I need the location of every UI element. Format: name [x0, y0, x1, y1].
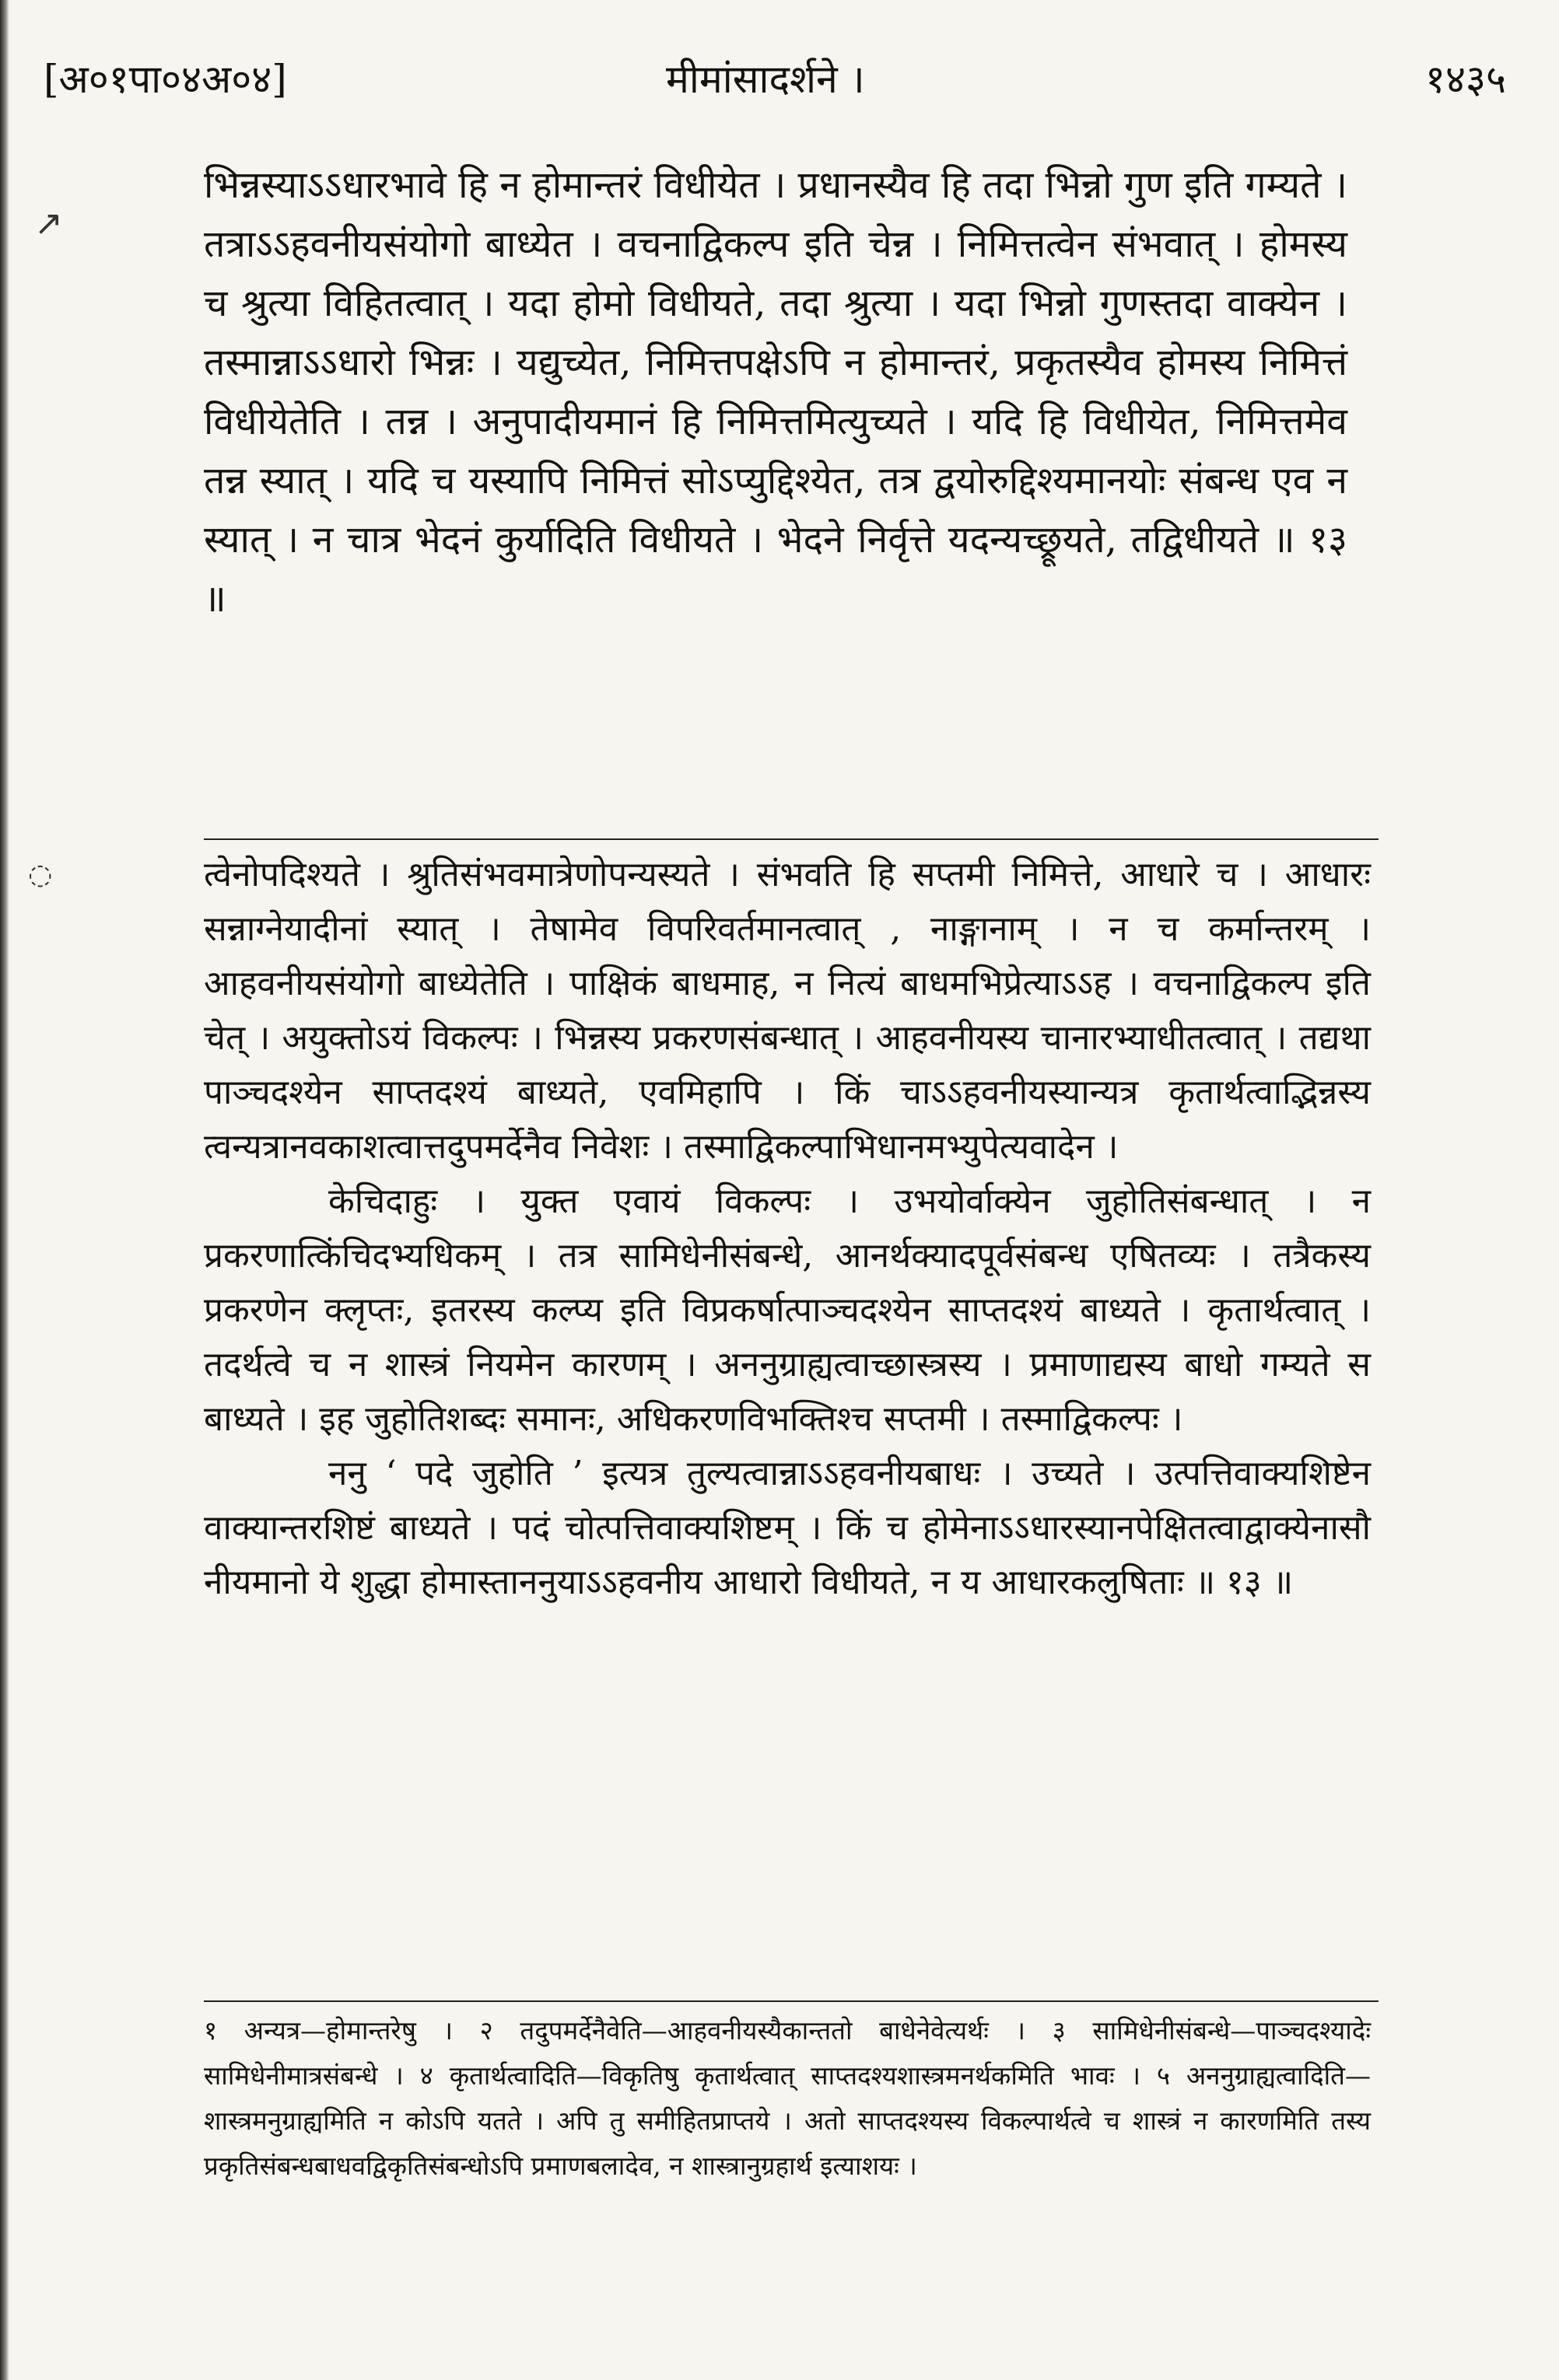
section-reference: [अ०१पा०४अ०४]: [44, 57, 287, 102]
main-paragraph: भिन्नस्याऽऽधारभावे हि न होमान्तरं विधीयेत । प्रधानस्यैव हि तदा भिन्नो गुण इति गम्यते । तत्राऽऽहवनीयसंयोगो बाध्येत । वचनाद्विकल्प इति चेन्न । निमित्तत्वेन संभवात् । होमस्य च श्रुत्या विहितत्वात् । यदा होमो विधीयते, तदा श्रुत्या । यदा भिन्नो गुणस्तदा वाक्येन । तस्मान्नाऽऽधारो भिन्नः । यद्युच्येत, निमित्तपक्षेऽपि न होमान्तरं, प्रकृतस्यैव होमस्य निमित्तं विधीयेतेति । तन्न । अनुपादीयमानं हि निमित्तमित्युच्यते । यदि हि विधीयेत, निमित्तमेव तन्न स्यात् । यदि च यस्यापि निमित्तं सोऽप्युद्दिश्येत, तत्र द्वयोरुद्दिश्यमानयोः संबन्ध एव न स्यात् । न चात्र भेदनं कुर्यादिति विधीयते । भेदने निर्वृत्ते यदन्यच्छ्रूयते, तद्विधीयते ॥ १३ ॥: [204, 163, 1347, 621]
running-title: मीमांसादर्शने ।: [666, 57, 865, 102]
commentary: [204, 848, 1371, 1610]
page-header: [44, 36, 1506, 121]
margin-mark-icon: ↗: [34, 204, 63, 243]
commentary-paragraph: त्वेनोपदिश्यते । श्रुतिसंभवमात्रेणोपन्यस्यते । संभवति हि सप्तमी निमित्ते, आधारे च । आधारः सन्नाग्नेयादीनां स्यात् । तेषामेव विपरिवर्तमानत्वात् , नाङ्गानाम् । न च कर्मान्तरम् । आहवनीयसंयोगो बाध्येतेति । पाक्षिकं बाधमाह, न नित्यं बाधमभिप्रेत्याऽऽह । वचनाद्विकल्प इति चेत् । अयुक्तोऽयं विकल्पः । भिन्नस्य प्रकरणसंबन्धात् । आहवनीयस्य चानारभ्याधीतत्वात् । तद्यथा पाञ्चदश्येन साप्तदश्यं बाध्यते, एवमिहापि । किं चाऽऽहवनीयस्यान्यत्र कृतार्थत्वाद्भिन्नस्य त्वन्यत्रानवकाशत्वात्तदुपमर्देनैव निवेशः । तस्माद्विकल्पाभिधानमभ्युपेत्यवादेन ।: [204, 855, 1371, 1167]
footnote-text: १ अन्यत्र—होमान्तरेषु । २ तदुपमर्देनैवेति—आहवनीयस्यैकान्ततो बाधेनेवेत्यर्थः । ३ सामिधेनीसंबन्धे—पाञ्चदश्यादेः सामिधेनीमात्रसंबन्धे । ४ कृतार्थत्वादिति—विकृतिषु कृतार्थत्वात् साप्तदश्यशास्त्रमनर्थकमिति भावः । ५ अननुग्राह्यत्वादिति—शास्त्रमनुग्राह्यमिति न कोऽपि यतते । अपि तु समीहितप्राप्तये । अतो साप्तदश्यस्य विकल्पार्थत्वे च शास्त्रं न कारणमिति तस्य प्रकृतिसंबन्धबाधवद्विकृतिसंबन्धोऽपि प्रमाणबलादेव, न शास्त्रानुग्रहार्थ इत्याशयः ।: [204, 2015, 1371, 2181]
page-number: १४३५: [1425, 57, 1506, 102]
commentary-paragraph: केचिदाहुः । युक्त एवायं विकल्पः । उभयोर्वाक्येन जुहोतिसंबन्धात् । न प्रकरणात्किंचिदभ्यधिकम् । तत्र सामिधेनीसंबन्धे, आनर्थक्यादपूर्वसंबन्ध एषितव्यः । तत्रैकस्य प्रकरणेन क्लृप्तः, इतरस्य कल्प्य इति विप्रकर्षात्पाञ्चदश्येन साप्तदश्यं बाध्यते । कृतार्थत्वात् । तदर्थत्वे च न शास्त्रं नियमेन कारणम् । अननुग्राह्यत्वाच्छास्त्रस्य । प्रमाणाद्यस्य बाधो गम्यते स बाध्यते । इह जुहोतिशब्दः समानः, अधिकरणविभक्तिश्च सप्तमी । तस्माद्विकल्पः ।: [204, 1181, 1371, 1439]
main-text: [204, 156, 1347, 628]
footnotes: [204, 2008, 1371, 2189]
commentary-paragraph: ननु ‘ पदे जुहोति ’ इत्यत्र तुल्यत्वान्नाऽऽहवनीयबाधः । उच्यते । उत्पत्तिवाक्यशिष्टेन वाक्यान्तरशिष्टं बाध्यते । पदं चोत्पत्तिवाक्यशिष्टम् । किं च होमेनाऽऽधारस्यानपेक्षितत्वाद्वाक्येनासौ नीयमानो ये शुद्धा होमास्ताननुयाऽऽहवनीय आधारो विधीयते, न य आधारकलुषिताः ॥ १३ ॥: [204, 1454, 1371, 1602]
page-binding-edge: [0, 0, 9, 2380]
footnote-rule: [204, 2000, 1379, 2002]
margin-mark-icon: ◌: [28, 859, 53, 891]
divider-rule: [204, 838, 1379, 840]
